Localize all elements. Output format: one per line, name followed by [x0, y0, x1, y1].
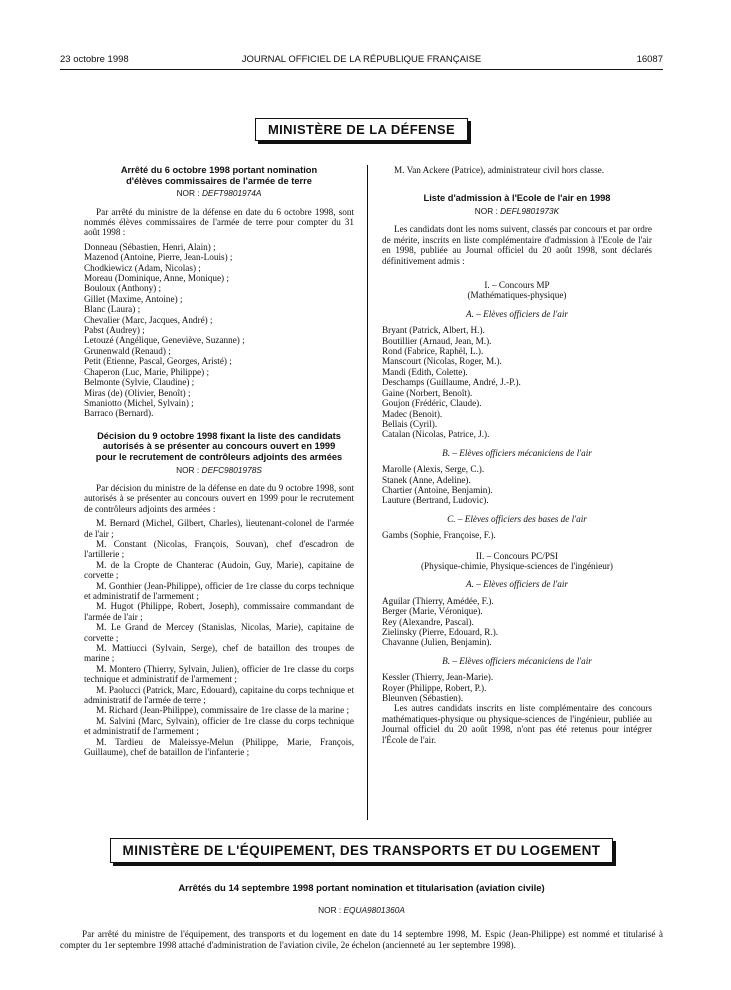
list-item: Rey (Alexandre, Pascal).	[382, 616, 474, 627]
arrete-commissaires-nor	[84, 188, 354, 198]
list-item: Pabst (Audrey) ;	[84, 325, 145, 336]
commissaires-list	[84, 242, 354, 419]
pc-officiers-air-title	[382, 579, 652, 589]
concours-mp-subtitle: (Mathématiques-physique)	[467, 290, 567, 301]
list-item: Stanek (Anne, Adeline).	[382, 474, 471, 485]
section-heading: B. – Elèves officiers mécaniciens de l'air	[442, 447, 592, 458]
liste-admission-nor	[382, 206, 652, 216]
liste-admission-intro: Les candidats dont les noms suivent, classés par concours et par ordre de mérite, inscrits en liste complémentaire d'admission à l'Ecole de l'air en 1998, publiée au Journal officiel du 20 août 1998, sont déclarés définitivement admis :	[382, 224, 652, 266]
list-item: Bouloux (Anthony) ;	[84, 283, 162, 294]
list-item: Kessler (Thierry, Jean-Marie).	[382, 672, 494, 683]
list-item: M. de la Cropte de Chanterac (Audoin, Guy, Marie), capitaine de corvette ;	[84, 559, 354, 581]
list-item: Gillet (Maxime, Antoine) ;	[84, 293, 183, 304]
list-item: Grunenwald (Renaud) ;	[84, 345, 171, 356]
section-heading: C. – Elèves officiers des bases de l'air	[447, 513, 587, 524]
section-heading: B. – Elèves officiers mécaniciens de l'air	[442, 655, 592, 666]
list-item: Smaniotto (Michel, Sylvain) ;	[84, 397, 194, 408]
header-journal-title: JOURNAL OFFICIEL DE LA RÉPUBLIQUE FRANÇAISE	[241, 54, 482, 65]
mp-officiers-air-list	[382, 325, 652, 439]
arrete-commissaires-title-line: d'élèves commissaires de l'armée de terre	[126, 175, 312, 186]
list-item: Miras (de) (Olivier, Benoît) ;	[84, 387, 191, 398]
list-item: Rond (Fabrice, Raphël, L.).	[382, 346, 484, 357]
list-item: M. Gonthier (Jean-Philippe), officier de 1re classe du corps technique et administratif de l'armement ;	[84, 580, 354, 601]
page-header	[60, 54, 663, 68]
controleurs-list	[84, 518, 354, 757]
mp-bases-title	[382, 514, 652, 524]
list-item: Gambs (Sophie, Françoise, F.).	[382, 530, 496, 541]
section-heading: A. – Elèves officiers de l'air	[466, 308, 568, 319]
arretes-aviation-nor	[60, 905, 663, 915]
list-item: Royer (Philippe, Robert, P.).	[382, 682, 487, 693]
list-item: Manscourt (Nicolas, Roger, M.).	[382, 356, 502, 367]
decision-controleurs-title	[84, 431, 354, 463]
decision-controleurs-title-line: pour le recrutement de contrôleurs adjoints des armées	[95, 451, 343, 462]
list-item: M. Hugot (Philippe, Robert, Joseph), commissaire commandant de l'armée de l'air ;	[84, 601, 354, 622]
liste-admission-title: Liste d'admission à l'Ecole de l'air en 1998	[423, 193, 611, 204]
mp-mecaniciens-title	[382, 448, 652, 458]
list-item: M. Bernard (Michel, Gilbert, Charles), lieutenant-colonel de l'armée de l'air ;	[84, 518, 354, 539]
list-item: Donneau (Sébastien, Henri, Alain) ;	[84, 241, 216, 252]
liste-admission-outro: Les autres candidats inscrits en liste complémentaire des concours mathématiques-physique ou physique-sciences de l'ingénieur, publiée au Journal officiel du 20 août 1998, n'ont pas été retenus pour intégrer l'École de l'air.	[382, 703, 652, 745]
list-item: Madec (Benoit).	[382, 408, 443, 419]
concours-pc-title: II. – Concours PC/PSI	[475, 550, 559, 561]
decision-controleurs-title-line: Décision du 9 octobre 1998 fixant la liste des candidats	[97, 430, 341, 441]
header-rule	[60, 69, 663, 70]
ministry-equipement-banner	[60, 838, 663, 863]
nor-code: DEFC9801978S	[201, 464, 262, 475]
list-item: Chevalier (Marc, Jacques, André) ;	[84, 314, 213, 325]
nor-label: NOR :	[176, 188, 200, 199]
column-divider	[367, 165, 368, 820]
pc-officiers-air-list	[382, 596, 652, 648]
list-item: M. Richard (Jean-Philippe), commissaire de 1re classe de la marine ;	[96, 705, 350, 716]
concours-pc-subtitle: (Physique-chimie, Physique-sciences de l'ingénieur)	[421, 560, 613, 571]
nor-code: EQUA9801360A	[343, 905, 405, 915]
list-item: Chartier (Antoine, Benjamin).	[382, 484, 493, 495]
list-item: Mandi (Edith, Colette).	[382, 366, 468, 377]
list-item: Catalan (Nicolas, Patrice, J.).	[382, 429, 490, 440]
right-column	[382, 165, 652, 745]
list-item: Bleunven (Sébastien).	[382, 693, 464, 704]
arretes-aviation-title: Arrêtés du 14 septembre 1998 portant nomination et titularisation (aviation civile)	[178, 883, 545, 894]
list-item: M. Montero (Thierry, Sylvain, Julien), officier de 1re classe du corps technique et administratif de l'armement ;	[84, 663, 354, 685]
list-item: M. Paolucci (Patrick, Marc, Edouard), capitaine du corps technique et administratif de l'armée de terre ;	[84, 684, 354, 706]
list-item: Mazenod (Antoine, Pierre, Jean-Louis) ;	[84, 252, 233, 263]
header-page-number: 16087	[636, 54, 663, 65]
list-item: Letouzé (Angélique, Geneviève, Suzanne) ;	[84, 335, 245, 346]
list-item: Chaperon (Luc, Marie, Philippe) ;	[84, 366, 210, 377]
list-item: M. Tardieu de Maleissye-Melun (Philippe, Marie, François, Guillaume), chef de bataillon de l'infanterie ;	[84, 736, 354, 758]
list-item: Bellais (Cyril).	[382, 418, 438, 429]
nor-code: DEFL9801973K	[500, 206, 560, 216]
ministry-defense-banner	[60, 118, 663, 141]
arrete-commissaires-title	[84, 165, 354, 186]
pc-mecaniciens-list	[382, 672, 652, 703]
ministry-equipement-title: MINISTÈRE DE L'ÉQUIPEMENT, DES TRANSPORTS ET DU LOGEMENT	[110, 838, 614, 863]
list-item: Barraco (Bernard).	[84, 408, 154, 419]
nor-label: NOR :	[318, 905, 342, 915]
list-item: M. Le Grand de Mercey (Stanislas, Nicolas, Marie), capitaine de corvette ;	[84, 622, 354, 643]
header-date: 23 octobre 1998	[60, 54, 129, 65]
decision-controleurs-title-line: autorisés à se présenter au concours ouvert en 1999	[102, 441, 336, 452]
controleurs-list-continuation: M. Van Ackere (Patrice), administrateur civil hors classe.	[394, 165, 605, 175]
list-item: Goujon (Frédéric, Claude).	[382, 398, 482, 409]
mp-officiers-air-title	[382, 309, 652, 319]
nor-label: NOR :	[474, 206, 498, 216]
list-item: Aguilar (Thierry, Amédée, F.).	[382, 595, 494, 606]
list-item: Boutillier (Arnaud, Jean, M.).	[382, 335, 492, 346]
section-heading: A. – Elèves officiers de l'air	[466, 579, 568, 590]
list-item: Moreau (Dominique, Anne, Monique) ;	[84, 273, 229, 284]
left-column	[84, 165, 354, 757]
nor-label: NOR :	[176, 464, 200, 475]
list-item: M. Constant (Nicolas, François, Souvan), chef d'escadron de l'artillerie ;	[84, 538, 354, 560]
list-item: Deschamps (Guillaume, André, J.-P.).	[382, 377, 521, 388]
list-item: Marolle (Alexis, Serge, C.).	[382, 464, 485, 475]
list-item: Belmonte (Sylvie, Claudine) ;	[84, 377, 195, 388]
list-item: Berger (Marie, Véronique).	[382, 606, 483, 617]
arrete-commissaires-title-line: Arrêté du 6 octobre 1998 portant nomination	[120, 165, 318, 175]
arretes-aviation-text: Par arrêté du ministre de l'équipement, des transports et du logement en date du 14 septembre 1998, M. Espic (Jean-Philippe) est nommé et titularisé à compter du 1er septembre 1998 attaché d'administration de l'aviation civile, 2e échelon (ancienneté au 1er septembre 1998).	[60, 929, 663, 950]
ministry-defense-title: MINISTÈRE DE LA DÉFENSE	[255, 118, 468, 141]
nor-code: DEFT9801974A	[201, 188, 262, 199]
list-item: Chodkiewicz (Adam, Nicolas) ;	[84, 262, 201, 273]
arrete-commissaires-intro: Par arrêté du ministre de la défense en date du 6 octobre 1998, sont nommés élèves commissaires de l'armée de terre pour compter du 31 août 1998 :	[84, 206, 354, 238]
list-item: Zielinsky (Pierre, Edouard, R.).	[382, 627, 499, 637]
pc-mecaniciens-title	[382, 656, 652, 666]
decision-controleurs-intro: Par décision du ministre de la défense en date du 9 octobre 1998, sont autorisés à se présenter au concours ouvert en 1999 pour le recrutement de contrôleurs adjoints des armées :	[84, 482, 354, 514]
list-item: Blanc (Laura) ;	[84, 304, 141, 315]
decision-controleurs-nor	[84, 465, 354, 475]
list-item: Petit (Etienne, Pascal, Georges, Aristé) ;	[84, 356, 232, 367]
list-item: Gaine (Norbert, Benoît).	[382, 387, 473, 398]
mp-mecaniciens-list	[382, 464, 652, 506]
list-item: Chavanne (Julien, Benjamin).	[382, 637, 492, 648]
concours-mp-title: I. – Concours MP	[484, 280, 550, 291]
list-item: M. Mattiucci (Sylvain, Serge), chef de bataillon des troupes de marine ;	[84, 643, 354, 664]
list-item: M. Salvini (Marc, Sylvain), officier de 1re classe du corps technique et administratif de l'armement ;	[84, 715, 354, 737]
list-item: Lauture (Bertrand, Ludovic).	[382, 495, 489, 506]
list-item: Bryant (Patrick, Albert, H.).	[382, 325, 485, 336]
mp-bases-list	[382, 530, 652, 540]
